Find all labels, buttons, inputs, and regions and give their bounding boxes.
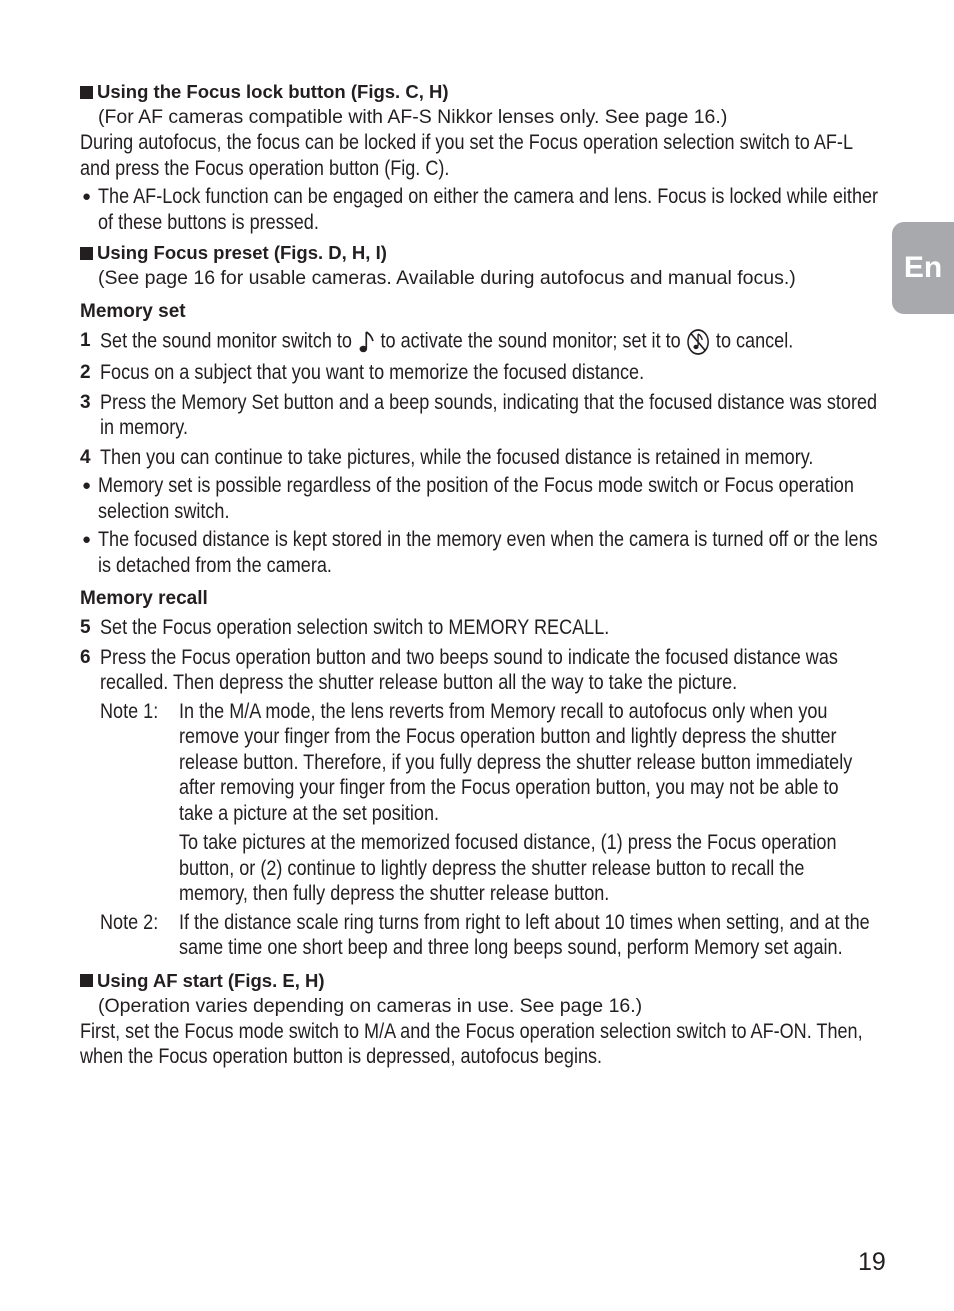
focus-preset-heading: Using Focus preset (Figs. D, H, I) xyxy=(80,241,860,265)
af-start-subtitle: (Operation varies depending on cameras in use. See page 16.) xyxy=(98,994,643,1017)
note-1-continued: To take pictures at the memorized focused distance, (1) press the Focus operation button, or (2) continue to lightly depress the shutter release button to recall the memory, then fully depress the shutter release button. xyxy=(179,830,837,905)
af-start-heading: Using AF start (Figs. E, H) xyxy=(80,969,860,993)
note-2: Note 2: If the distance scale ring turns from right to left about 10 times when setting, and at the same time one short beep and three long beeps sound, perform Memory set again. xyxy=(100,909,870,959)
step-3: 3 Press the Memory Set button and a beep sounds, indicating that the focused distance was stored in memory. xyxy=(80,389,878,439)
bullet-dot: ● xyxy=(82,477,92,494)
step-4: 4 Then you can continue to take pictures, while the focused distance is retained in memory. xyxy=(80,444,814,469)
focus-preset-subtitle: (See page 16 for usable cameras. Available during autofocus and manual focus.) xyxy=(98,267,796,289)
memory-set-bullet-2: ● The focused distance is kept stored in the memory even when the camera is turned off or the lens is detached from the camera. xyxy=(82,527,878,577)
square-bullet-icon xyxy=(80,247,93,260)
focus-lock-heading: Using the Focus lock button (Figs. C, H) xyxy=(80,80,860,104)
note-1: Note 1: In the M/A mode, the lens reverts from Memory recall to autofocus only when you remove your finger from the Focus operation button and lightly depress the shutter release button. Therefore, if you fully depress the shutter release button immediately after removing your finger from the Focus operation button, you may not be able to take a picture at the set position. xyxy=(100,698,853,825)
step-6: 6 Press the Focus operation button and two beeps sound to indicate the focused distance was recalled. Then depress the shutter release button all the way to take the picture. xyxy=(80,644,838,694)
square-bullet-icon xyxy=(80,974,93,987)
focus-lock-subtitle: (For AF cameras compatible with AF-S Nikkor lenses only. See page 16.) xyxy=(98,106,728,128)
step-1: 1 Set the sound monitor switch to to activate the sound monitor; set it to to cancel. xyxy=(80,328,860,356)
memory-set-heading: Memory set xyxy=(80,301,186,322)
af-start-paragraph: First, set the Focus mode switch to M/A and the Focus operation selection switch to AF-ON. Then, when the Focus operation button is depressed, autofocus begins. xyxy=(80,1018,863,1068)
page-number: 19 xyxy=(858,1248,886,1276)
memory-set-bullet-1: ● Memory set is possible regardless of the position of the Focus mode switch or Focus operation selection switch. xyxy=(82,473,854,523)
step-5: 5 Set the Focus operation selection switch to MEMORY RECALL. xyxy=(80,615,610,639)
music-note-icon xyxy=(357,329,375,355)
language-tab xyxy=(892,222,954,314)
muted-note-icon xyxy=(686,328,711,356)
memory-recall-heading: Memory recall xyxy=(80,588,208,609)
bullet-dot: ● xyxy=(82,188,92,205)
manual-page-content xyxy=(80,74,879,1070)
square-bullet-icon xyxy=(80,86,93,99)
language-tab-label: En xyxy=(903,251,943,284)
step-2: 2 Focus on a subject that you want to memorize the focused distance. xyxy=(80,360,645,384)
bullet-dot: ● xyxy=(82,531,92,548)
focus-lock-bullet: ● The AF-Lock function can be engaged on either the camera and lens. Focus is locked while either of these buttons is pressed. xyxy=(82,184,879,234)
focus-lock-paragraph: During autofocus, the focus can be locked if you set the Focus operation selection switch to AF-L and press the Focus operation button (Fig. C). xyxy=(80,130,853,180)
